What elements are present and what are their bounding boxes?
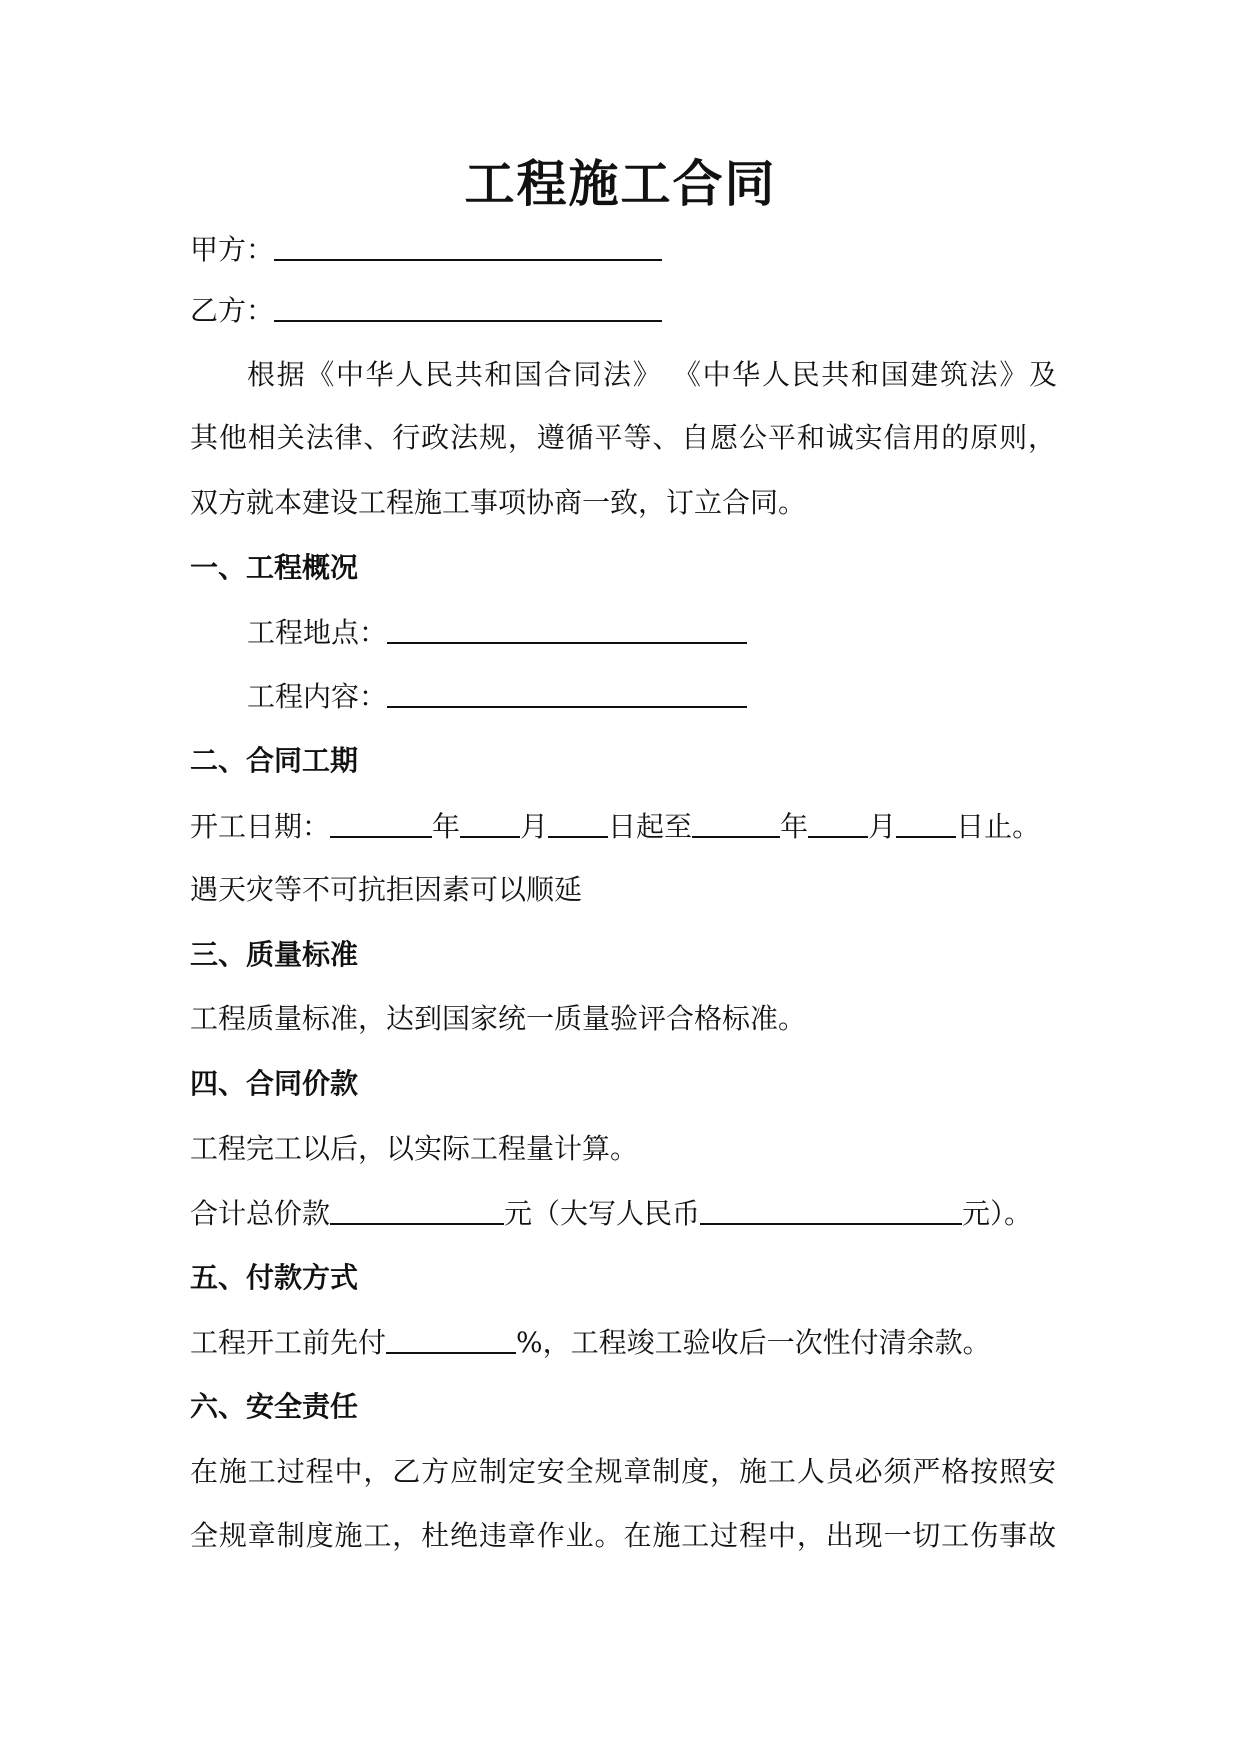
- party-a-blank: [274, 229, 662, 261]
- end-day-blank: [896, 806, 956, 838]
- party-a-label: 甲方：: [190, 233, 275, 266]
- content-label: 工程内容：: [247, 680, 388, 713]
- safety-line-1: 在施工过程中，乙方应制定安全规章制度，施工人员必须严格按照安: [190, 1455, 1056, 1488]
- start-year-text: 年: [432, 810, 461, 843]
- delay-note: 遇天灾等不可抗拒因素可以顺延: [190, 873, 583, 906]
- yuan-open-text: 元（大写人民币: [504, 1197, 701, 1230]
- start-date-label: 开工日期：: [190, 810, 331, 843]
- section-5-heading: 五、付款方式: [190, 1261, 359, 1294]
- section-3-heading: 三、质量标准: [190, 938, 359, 971]
- location-label: 工程地点：: [247, 616, 388, 649]
- end-month-text: 月: [868, 810, 897, 843]
- preamble-line-1: 根据《中华人民共和国合同法》 《中华人民共和国建筑法》及: [247, 358, 1057, 391]
- party-a-line: [190, 229, 662, 270]
- quality-text: 工程质量标准，达到国家统一质量验评合格标准。: [190, 1002, 807, 1035]
- party-b-label: 乙方：: [190, 294, 275, 327]
- location-line: [247, 612, 747, 653]
- total-label: 合计总价款: [190, 1197, 331, 1230]
- content-blank: [387, 676, 747, 708]
- safety-line-2: 全规章制度施工，杜绝违章作业。在施工过程中，出现一切工伤事故: [190, 1519, 1056, 1552]
- prepay-label: 工程开工前先付: [190, 1326, 387, 1359]
- start-month-text: 月: [520, 810, 549, 843]
- total-amount-blank: [330, 1193, 504, 1225]
- payment-line: [190, 1322, 991, 1363]
- section-4-heading: 四、合同价款: [190, 1067, 359, 1100]
- prepay-rest-text: %，工程竣工验收后一次性付清余款。: [516, 1326, 991, 1359]
- total-price-line: [190, 1193, 1032, 1234]
- section-6-heading: 六、安全责任: [190, 1390, 359, 1423]
- end-year-blank: [692, 806, 780, 838]
- preamble-line-2: 其他相关法律、行政法规，遵循平等、自愿公平和诚实信用的原则，: [190, 421, 1056, 454]
- start-month-blank: [460, 806, 520, 838]
- prepay-percent-blank: [386, 1322, 516, 1354]
- end-month-blank: [808, 806, 868, 838]
- day-from-text: 日起至: [608, 810, 693, 843]
- location-blank: [387, 612, 747, 644]
- schedule-line: [190, 806, 1040, 847]
- section-2-heading: 二、合同工期: [190, 744, 359, 777]
- party-b-line: [190, 290, 662, 331]
- yuan-close-text: 元）。: [962, 1197, 1033, 1230]
- start-year-blank: [330, 806, 432, 838]
- total-words-blank: [700, 1193, 962, 1225]
- start-day-blank: [548, 806, 608, 838]
- document-title: 工程施工合同: [464, 154, 777, 213]
- end-year-text: 年: [780, 810, 809, 843]
- price-text: 工程完工以后，以实际工程量计算。: [190, 1132, 639, 1165]
- party-b-blank: [274, 290, 662, 322]
- content-line: [247, 676, 747, 717]
- day-to-text: 日止。: [956, 810, 1041, 843]
- section-1-heading: 一、工程概况: [190, 551, 359, 584]
- preamble-line-3: 双方就本建设工程施工事项协商一致，订立合同。: [190, 486, 807, 519]
